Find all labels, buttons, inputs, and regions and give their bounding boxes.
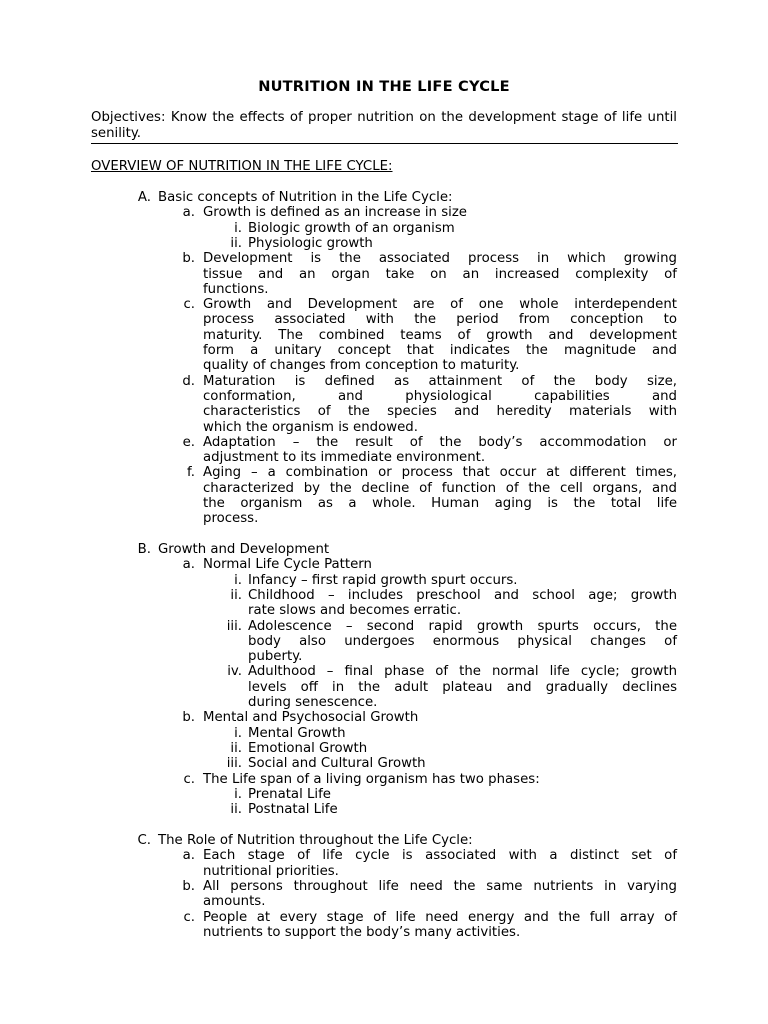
item-marker: b. <box>182 251 195 267</box>
subitem-text-line: Infancy – first rapid growth spurt occurs. <box>248 572 518 588</box>
item-text-line: All persons throughout life need the same nutrients in varying <box>203 878 677 894</box>
section-title: The Role of Nutrition throughout the Life Cycle: <box>158 833 473 848</box>
item-text-line: Each stage of life cycle is associated with a distinct set of <box>203 848 677 864</box>
document-title: NUTRITION IN THE LIFE CYCLE <box>258 78 510 95</box>
section-marker: A. <box>137 190 151 205</box>
item-text-line: which the organism is endowed. <box>203 419 418 435</box>
item-text-line: amounts. <box>203 894 266 910</box>
section-marker: B. <box>137 542 151 557</box>
item-marker: d. <box>182 373 195 389</box>
subitem-text-line: Postnatal Life <box>248 802 338 818</box>
item-text-line: Development is the associated process in which growing <box>203 251 677 267</box>
section-marker: C. <box>137 833 151 848</box>
item-marker: c. <box>183 909 195 925</box>
subitem-marker: iv. <box>227 664 242 680</box>
subitem-text-line: Biologic growth of an organism <box>248 220 455 236</box>
item-text-line: form a unitary concept that indicates the magnitude and <box>203 343 677 358</box>
subitem-text-line: Prenatal Life <box>248 786 331 802</box>
item-marker: e. <box>182 434 195 450</box>
item-text-line: quality of changes from conception to maturity. <box>203 358 520 374</box>
section-title: Basic concepts of Nutrition in the Life Cycle: <box>158 190 453 205</box>
item-text-line: Aging – a combination or process that occur at different times, <box>203 465 677 481</box>
item-text-line: Growth is defined as an increase in size <box>203 205 467 221</box>
subitem-text-line: rate slows and becomes erratic. <box>248 603 462 619</box>
item-text-line: conformation, and physiological capabilities and <box>203 388 677 404</box>
item-text-line: adjustment to its immediate environment. <box>203 450 486 466</box>
subitem-marker: i. <box>234 220 242 236</box>
item-text-line: Maturation is defined as attainment of the body size, <box>203 373 677 389</box>
item-text-line: People at every stage of life need energy and the full array of <box>203 909 677 925</box>
subitem-marker: ii. <box>230 802 242 818</box>
subitem-marker: ii. <box>230 235 242 251</box>
item-marker: c. <box>183 771 195 787</box>
subitem-text-line: Adolescence – second rapid growth spurts occurs, the <box>248 618 677 634</box>
item-marker: a. <box>182 205 195 221</box>
horizontal-rule <box>91 143 678 144</box>
item-text-line: process. <box>203 511 259 527</box>
item-marker: b. <box>182 710 195 726</box>
subitem-text-line: Childhood – includes preschool and school age; growth <box>248 587 677 603</box>
subitem-marker: i. <box>234 725 242 741</box>
item-text-line: characteristics of the species and heredity materials with <box>203 404 677 420</box>
item-text-line: nutritional priorities. <box>203 863 339 879</box>
subitem-text-line: during senescence. <box>248 695 378 710</box>
subitem-marker: ii. <box>230 740 242 756</box>
overview-heading: OVERVIEW OF NUTRITION IN THE LIFE CYCLE: <box>91 159 393 174</box>
item-marker: c. <box>183 297 195 313</box>
item-text-line: maturity. The combined teams of growth and development <box>203 327 677 343</box>
item-text-line: The Life span of a living organism has two phases: <box>203 771 540 787</box>
item-text-line: Mental and Psychosocial Growth <box>203 710 419 726</box>
item-marker: a. <box>182 848 195 864</box>
item-marker: b. <box>182 878 195 894</box>
item-text-line: nutrients to support the body’s many activities. <box>203 924 521 940</box>
item-text-line: the organism as a whole. Human aging is the total life <box>203 496 677 511</box>
subitem-text-line: body also undergoes enormous physical changes of <box>248 633 677 649</box>
item-marker: f. <box>187 465 195 481</box>
subitem-text-line: levels off in the adult plateau and gradually declines <box>248 679 677 695</box>
subitem-text-line: Physiologic growth <box>248 235 373 251</box>
item-marker: a. <box>182 557 195 573</box>
subitem-marker: iii. <box>226 756 242 772</box>
section-title: Growth and Development <box>158 542 330 557</box>
item-text-line: Adaptation – the result of the body’s accommodation or <box>203 434 677 450</box>
item-text-line: characterized by the decline of function of the cell organs, and <box>203 480 677 496</box>
subitem-text-line: Social and Cultural Growth <box>248 756 426 772</box>
item-text-line: functions. <box>203 281 269 297</box>
item-text-line: tissue and an organ take on an increased complexity of <box>203 266 677 282</box>
subitem-text-line: Mental Growth <box>248 725 346 741</box>
subitem-text-line: Emotional Growth <box>248 740 368 756</box>
subitem-text-line: Adulthood – final phase of the normal life cycle; growth <box>248 664 677 680</box>
item-text-line: Normal Life Cycle Pattern <box>203 557 372 573</box>
subitem-text-line: puberty. <box>248 649 303 665</box>
item-text-line: Growth and Development are of one whole interdependent <box>203 297 677 313</box>
subitem-marker: ii. <box>230 587 242 603</box>
subitem-marker: iii. <box>226 618 242 634</box>
subitem-marker: i. <box>234 572 242 588</box>
subitem-marker: i. <box>234 786 242 802</box>
item-text-line: process associated with the period from conception to <box>203 312 677 328</box>
objectives-text: Objectives: Know the effects of proper nutrition on the development stage of life until senility. <box>91 110 677 141</box>
